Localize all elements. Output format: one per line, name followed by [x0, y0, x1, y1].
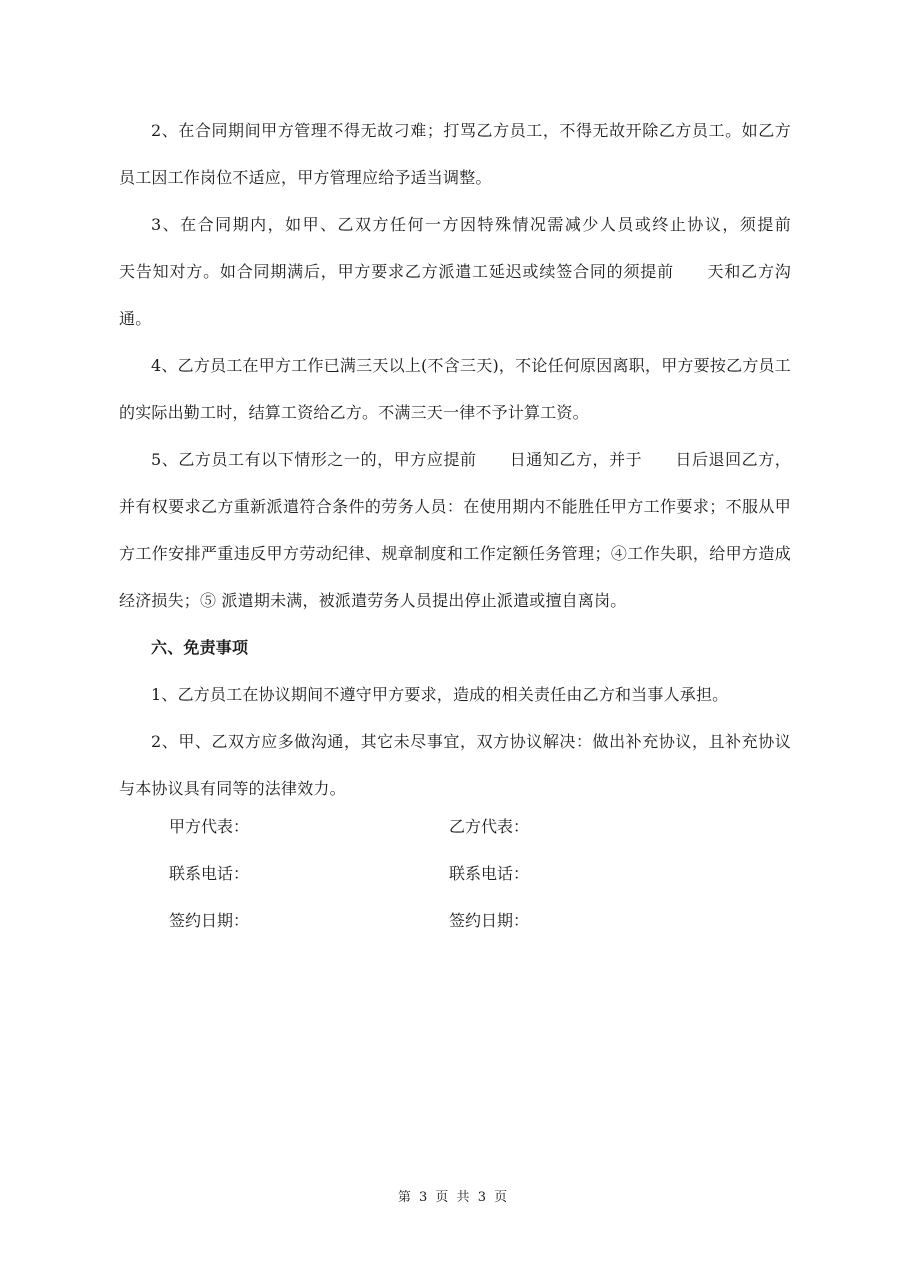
contract-body — [119, 107, 824, 812]
section-6-clause-1: 1、乙方员工在协议期间不遵守甲方要求，造成的相关责任由乙方和当事人承担。 — [151, 685, 729, 704]
clause-2: 2、在合同期间甲方管理不得无故刁难；打骂乙方员工，不得无故开除乙方员工。如乙方员工因工作岗位不适应，甲方管理应给予适当调整。 — [119, 121, 791, 187]
section-6-clause-2: 2、甲、乙双方应多做沟通，其它未尽事宜，双方协议解决：做出补充协议，且补充协议与本协议具有同等的法律效力。 — [119, 732, 791, 798]
party-b-rep-label: 乙方代表： — [449, 817, 530, 836]
party-a-date-label: 签约日期： — [169, 911, 250, 930]
page-number-footer: 第 3 页 共 3 页 — [397, 1190, 508, 1205]
party-b-date-label: 签约日期： — [449, 911, 530, 930]
party-b-phone-label: 联系电话： — [449, 864, 530, 883]
signature-block — [169, 807, 729, 948]
clause-3: 3、在合同期内，如甲、乙双方任何一方因特殊情况需减少人员或终止协议，须提前 天告知对方。如合同期满后，甲方要求乙方派遣工延迟或续签合同的须提前 天和乙方沟通。 — [119, 215, 824, 328]
signature-row-rep — [169, 807, 729, 854]
party-a-rep-label: 甲方代表： — [169, 817, 250, 836]
clause-4: 4、乙方员工在甲方工作已满三天以上(不含三天)，不论任何原因离职，甲方要按乙方员工的实际出勤工时，结算工资给乙方。不满三天一律不予计算工资。 — [119, 356, 791, 422]
signature-row-date — [169, 901, 729, 948]
clause-5: 5、乙方员工有以下情形之一的，甲方应提前 日通知乙方，并于 日后退回乙方，并有权要求乙方重新派遣符合条件的劳务人员：在使用期内不能胜任甲方工作要求；不服从甲方工作安排严重违反甲方劳动纪律、规章制度和工作定额任务管理；④工作失职，给甲方造成经济损失；⑤ 派遣期未满，被派遣劳务人员提出停止派遣或擅自离岗。 — [119, 450, 791, 610]
party-a-phone-label: 联系电话： — [169, 864, 250, 883]
signature-row-phone — [169, 854, 729, 901]
section-6-heading: 六、免责事项 — [151, 638, 249, 657]
